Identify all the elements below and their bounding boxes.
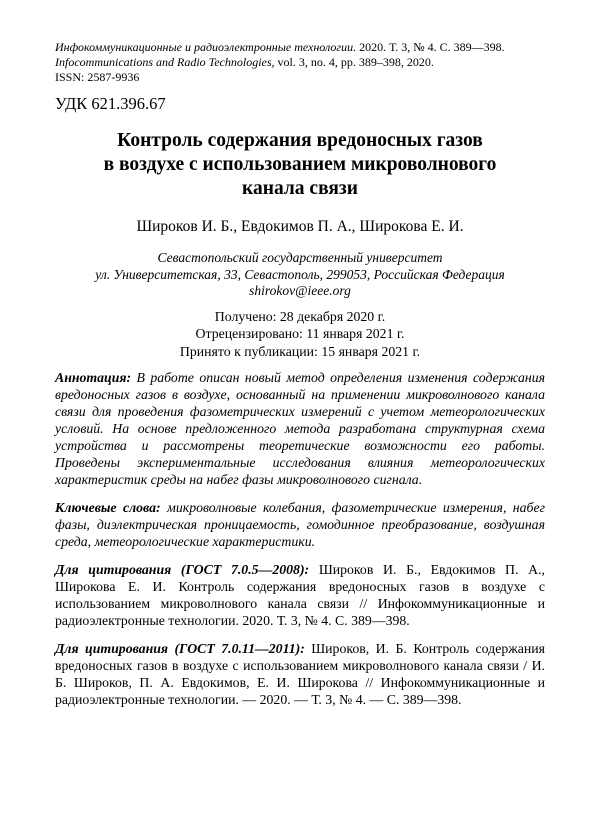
affiliation-university: Севастопольский государственный университет [157, 250, 443, 265]
abstract-label: Аннотация: [55, 370, 132, 385]
authors-line: Широков И. Б., Евдокимов П. А., Широкова Е. И. [136, 218, 464, 235]
citation-gost-705-text: Широков И. Б., Евдокимов П. А., Широкова Е. И. Контроль содержания вредоносных газов в воздухе с использованием микроволнового канала связи // Инфокоммуникационные и радиоэлектронные технологии. 2020. Т. 3, № 4. С. 389—398. [55, 562, 546, 628]
date-received: Получено: 28 декабря 2020 г. [214, 308, 386, 324]
keywords-text: микроволновые колебания, фазометрические измерения, набег фазы, диэлектрическая проницаемость, гомодинное преобразование, воздушная среда, метеорологические характеристики. [55, 500, 545, 549]
citation-gost-705-paragraph [55, 561, 545, 629]
journal-reference-ru [55, 40, 545, 55]
issn: ISSN: 2587-9936 [55, 70, 140, 84]
journal-issue-ru: 2020. Т. 3, № 4. С. 389—398. [359, 40, 505, 54]
abstract-text: В работе описан новый метод определения изменения содержания вредоносных газов в воздухе, основанный на применении микроволнового канала связи для проведения фазометрических измерений с учетом метеорологических условий. На основе предложенного метода разработана структурная схема устройства и рассмотрены теоретические возможности его работы. Проведены экспериментальные исследования влияния метеорологических характеристик среды на набег фазы микроволнового сигнала. [55, 370, 546, 487]
citation-gost-705-label: Для цитирования (ГОСТ 7.0.5—2008): [55, 562, 310, 577]
citation-gost-7011-label: Для цитирования (ГОСТ 7.0.11—2011): [55, 641, 305, 656]
affiliation-address: ул. Университетская, 33, Севастополь, 299053, Российская Федерация [95, 266, 505, 282]
citation-gost-7011-paragraph [55, 640, 545, 708]
paper-title-line-2: в воздухе с использованием микроволнового [103, 154, 497, 175]
dates-block [55, 308, 545, 361]
journal-header [55, 40, 545, 114]
keywords-paragraph [55, 499, 545, 550]
paper-title-line-3: канала связи [242, 178, 358, 199]
abstract-paragraph [55, 369, 545, 488]
journal-reference-en [55, 55, 545, 70]
paper-title [55, 129, 545, 201]
citation-gost-7011-text: Широков, И. Б. Контроль содержания вредоносных газов в воздухе с использованием микроволнового канала связи / И. Б. Широков, П. А. Евдокимов, Е. И. Широкова // Инфокоммуникационные и радиоэлектронные технологии. — 2020. — Т. 3, № 4. — С. 389—398. [55, 641, 545, 707]
paper-title-line-1: Контроль содержания вредоносных газов [117, 130, 483, 151]
date-accepted: Принято к публикации: 15 января 2021 г. [179, 343, 421, 359]
affiliation-block [55, 250, 545, 300]
date-reviewed: Отрецензировано: 11 января 2021 г. [195, 326, 405, 341]
keywords-label: Ключевые слова: [55, 500, 161, 515]
udk-code: УДК 621.396.67 [55, 94, 166, 113]
journal-name-en: Infocommunications and Radio Technologies, [55, 55, 275, 69]
journal-name-ru: Инфокоммуникационные и радиоэлектронные технологии. [55, 40, 357, 54]
affiliation-email: shirokov@ieee.org [249, 283, 351, 298]
journal-issue-en: vol. 3, no. 4, pp. 389–398, 2020. [277, 55, 434, 69]
